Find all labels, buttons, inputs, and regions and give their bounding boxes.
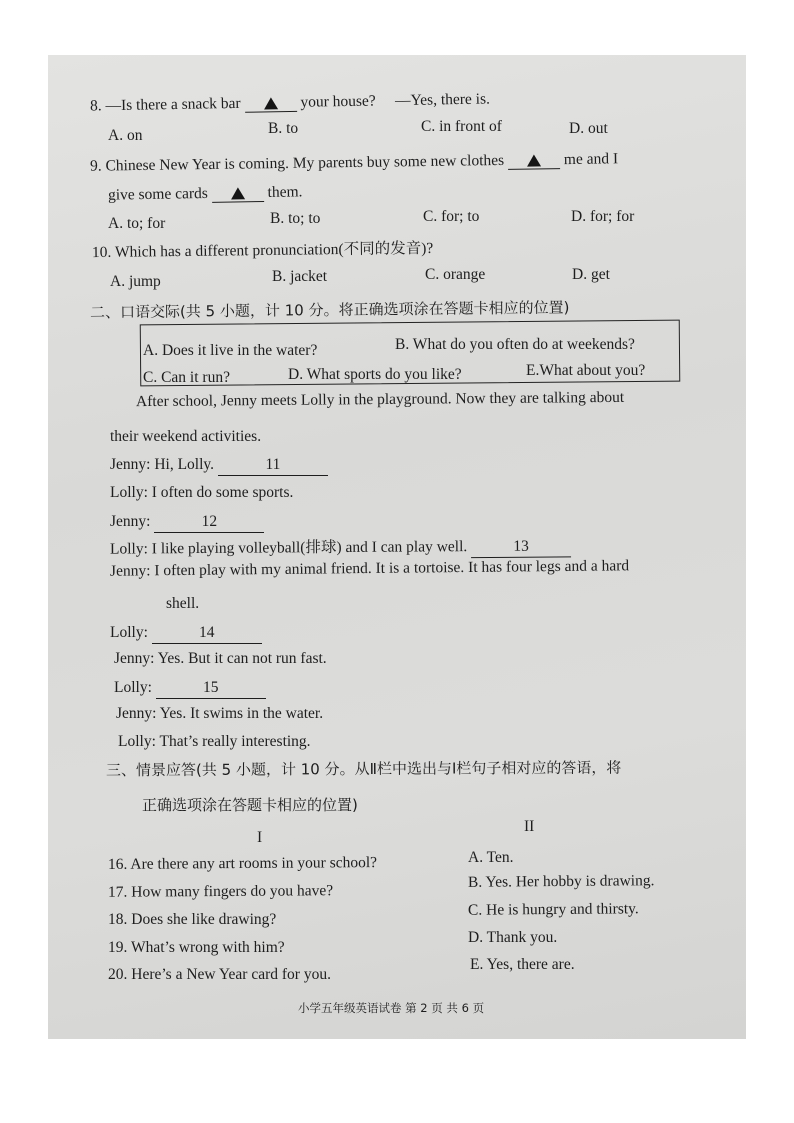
answer-a: A. Ten.: [468, 849, 514, 866]
option-b: B. What do you often do at weekends?: [395, 336, 635, 353]
q8-option-d: D. out: [569, 120, 608, 137]
q8-reply: —Yes, there is.: [394, 90, 491, 110]
dialogue-line-5: Jenny: I often play with my animal friend. It is a tortoise. It has four legs and a hard: [109, 557, 630, 580]
q9-blank-1: [508, 152, 560, 170]
dialogue-text-1: Jenny: Hi, Lolly.: [110, 456, 215, 473]
dialogue-line-7: Jenny: Yes. But it can not run fast.: [114, 650, 327, 667]
blank-13: 13: [471, 536, 571, 558]
q10-option-b: B. jacket: [272, 268, 328, 285]
triangle-icon: [527, 154, 541, 166]
intro-line-1: After school, Jenny meets Lolly in the playground. Now they are talking about: [135, 388, 625, 411]
q9-line2: [108, 182, 303, 205]
q9-text-1b: me and I: [563, 150, 619, 169]
dialogue-line-2: Lolly: I often do some sports.: [110, 484, 294, 501]
q8-text-before: —Is there a snack bar: [105, 94, 241, 115]
q17: 17. How many fingers do you have?: [107, 882, 334, 901]
blank-15: 15: [156, 678, 266, 699]
section2-heading: 二、口语交际(共 5 小题，计 10 分。将正确选项涂在答题卡相应的位置): [89, 298, 570, 322]
option-d: D. What sports do you like?: [288, 366, 462, 383]
q10-stem-text: 10. Which has a different pronunciation(不同的发音)?: [91, 239, 434, 262]
q8-blank: [244, 95, 296, 113]
q9-line1: [90, 149, 618, 176]
dialogue-text-4: Lolly: I like playing volleyball(排球) and I can play well.: [109, 538, 468, 558]
q18: 18. Does she like drawing?: [108, 911, 277, 928]
q10-option-a: A. jump: [110, 273, 161, 290]
dialogue-text-6: Lolly:: [110, 624, 148, 641]
q8-text-after: your house?: [300, 92, 376, 111]
dialogue-text-3: Jenny:: [110, 513, 151, 530]
q9-text-2b: them.: [267, 183, 303, 201]
option-a: A. Does it live in the water?: [143, 342, 318, 359]
dialogue-line-3: [110, 512, 264, 533]
dialogue-line-9: Jenny: Yes. It swims in the water.: [116, 705, 324, 722]
q8-option-b: B. to: [268, 120, 299, 137]
blank-14: 14: [152, 623, 262, 644]
dialogue-line-1: [110, 455, 328, 476]
q9-option-c: C. for; to: [423, 208, 480, 225]
column-i-label: I: [257, 829, 263, 846]
q9-option-a: A. to; for: [108, 215, 166, 232]
blank-11: 11: [218, 455, 328, 476]
column-ii-label: II: [524, 818, 535, 835]
dialogue-text-8: Lolly:: [114, 679, 152, 696]
answer-c: C. He is hungry and thirsty.: [467, 900, 639, 919]
q9-option-b: B. to; to: [270, 210, 321, 227]
triangle-icon: [231, 187, 245, 199]
section3-heading-2: 正确选项涂在答题卡相应的位置): [142, 796, 358, 814]
q8-option-a: A. on: [108, 127, 143, 144]
q9-option-d: D. for; for: [571, 208, 635, 225]
answer-e: E. Yes, there are.: [470, 956, 575, 973]
q20: 20. Here’s a New Year card for you.: [108, 966, 331, 983]
answer-b: B. Yes. Her hobby is drawing.: [467, 872, 655, 891]
q10-option-d: D. get: [572, 266, 610, 283]
q9-text-1a: 9. Chinese New Year is coming. My parents buy some new clothes: [89, 151, 505, 175]
q9-text-2a: give some cards: [107, 184, 208, 204]
q8-stem: [90, 90, 490, 117]
dialogue-line-6: [110, 623, 262, 644]
triangle-icon: [263, 97, 277, 109]
intro-line-2: their weekend activities.: [110, 428, 262, 445]
q9-blank-2: [212, 185, 264, 203]
q8-option-c: C. in front of: [421, 118, 502, 135]
blank-12: 12: [154, 512, 264, 533]
q19: 19. What’s wrong with him?: [108, 939, 285, 956]
dialogue-line-8: [114, 678, 266, 699]
page-footer: 小学五年级英语试卷 第 2 页 共 6 页: [298, 1001, 485, 1015]
dialogue-line-5b: shell.: [166, 595, 200, 612]
dialogue-line-10: Lolly: That’s really interesting.: [118, 733, 311, 750]
q16: 16. Are there any art rooms in your school?: [107, 854, 378, 873]
q8-number: 8.: [89, 97, 102, 115]
q10-stem: [92, 239, 433, 263]
q10-option-c: C. orange: [425, 266, 486, 283]
option-c: C. Can it run?: [143, 369, 230, 386]
exam-page: [48, 55, 746, 1039]
answer-d: D. Thank you.: [468, 929, 558, 946]
option-e: E.What about you?: [526, 362, 646, 379]
section3-heading-1: 三、情景应答(共 5 小题，计 10 分。从Ⅱ栏中选出与Ⅰ栏句子相对应的答语，将: [105, 758, 622, 780]
